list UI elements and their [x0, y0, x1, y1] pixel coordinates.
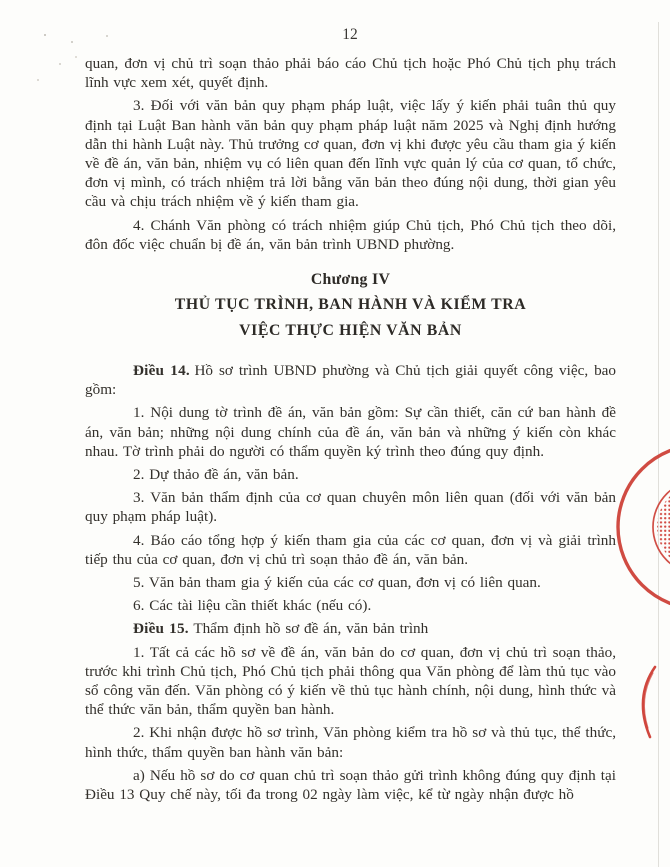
article-15-item-2: 2. Khi nhận được hồ sơ trình, Văn phòng kiểm tra hồ sơ và thủ tục, thể thức, hình thức, thẩm quyền ban hành văn bản: [85, 724, 616, 761]
stamp-graphic [600, 440, 670, 620]
chapter-label: Chương IV [310, 271, 391, 289]
red-pen-mark [632, 662, 662, 742]
article-15-heading [85, 615, 616, 638]
paragraph-continuation: quan, đơn vị chủ trì soạn thảo phải báo cáo Chủ tịch hoặc Phó Chủ tịch phụ trách lĩnh vực xem xét, quyết định. [85, 55, 616, 92]
page-number: 12 [342, 26, 358, 43]
document-body [85, 54, 616, 804]
article-14-label: Điều 14. [133, 362, 190, 380]
article-14-item-4: 4. Báo cáo tổng hợp ý kiến tham gia của các cơ quan, đơn vị và giải trình tiếp thu của cơ quan, đơn vị chủ trì soạn thảo đề án, văn bản. [85, 531, 616, 568]
article-15-label: Điều 15. [133, 620, 189, 638]
article-15-item-a: a) Nếu hồ sơ do cơ quan chủ trì soạn thảo gửi trình không đúng quy định tại Điều 13 Quy chế này, tối đa trong 02 ngày làm việc, kể từ ngày nhận được hồ [85, 766, 616, 804]
article-14-heading [85, 357, 616, 399]
scan-speckles [44, 34, 46, 36]
official-stamp [600, 440, 670, 620]
article-14-intro: Hồ sơ trình UBND phường và Chủ tịch giải quyết công việc, bao gồm: [85, 362, 617, 399]
chapter-title-line-2: VIỆC THỰC HIỆN VĂN BẢN [239, 321, 462, 339]
article-14-item-2: 2. Dự thảo đề án, văn bản. [133, 466, 299, 484]
article-14-item-1: 1. Nội dung tờ trình đề án, văn bản gồm: Sự cần thiết, căn cứ ban hành đề án, văn bản; những nội dung chính của đề án, văn bản và những ý kiến còn khác nhau. Tờ trình phải do người có thẩm quyền ký trình theo đúng quy định. [85, 404, 616, 460]
article-14-item-3: 3. Văn bản thẩm định của cơ quan chuyên môn liên quan (đối với văn bản quy phạm pháp luật). [85, 489, 616, 526]
article-15-item-1: 1. Tất cả các hồ sơ về đề án, văn bản do cơ quan, đơn vị chủ trì soạn thảo, trước khi trình Chủ tịch, Phó Chủ tịch phải thông qua Văn phòng để làm thủ tục vào sổ công văn đến. Văn phòng có ý kiến về thủ tục hành chính, nội dung, hình thức và thể thức văn bản, thẩm quyền ban hành. [85, 643, 616, 719]
chapter-heading [85, 267, 616, 343]
article-14-item-6: 6. Các tài liệu cần thiết khác (nếu có). [133, 597, 372, 615]
chapter-title-line-1: THỦ TỤC TRÌNH, BAN HÀNH VÀ KIỂM TRA [174, 296, 527, 314]
paragraph-clause-4: 4. Chánh Văn phòng có trách nhiệm giúp Chủ tịch, Phó Chủ tịch theo dõi, đôn đốc việc chuẩn bị đề án, văn bản trình UBND phường. [85, 216, 616, 253]
article-14-item-5: 5. Văn bản tham gia ý kiến của các cơ quan, đơn vị có liên quan. [133, 574, 541, 592]
paragraph-clause-3: 3. Đối với văn bản quy phạm pháp luật, việc lấy ý kiến phải tuân thủ quy định tại Luật Ban hành văn bản quy phạm pháp luật năm 2025 và Nghị định hướng dẫn thi hành Luật này. Thủ trưởng cơ quan, đơn vị khi được yêu cầu tham gia ý kiến về đề án, văn bản, nhiệm vụ có liên quan đến lĩnh vực quản lý của cơ quan, tổ chức, đơn vị mình, có trách nhiệm trả lời bằng văn bản theo đúng nội dung, thời gian yêu cầu và chịu trách nhiệm về ý kiến tham gia. [85, 97, 616, 211]
article-15-title: Thẩm định hồ sơ đề án, văn bản trình [193, 620, 429, 638]
